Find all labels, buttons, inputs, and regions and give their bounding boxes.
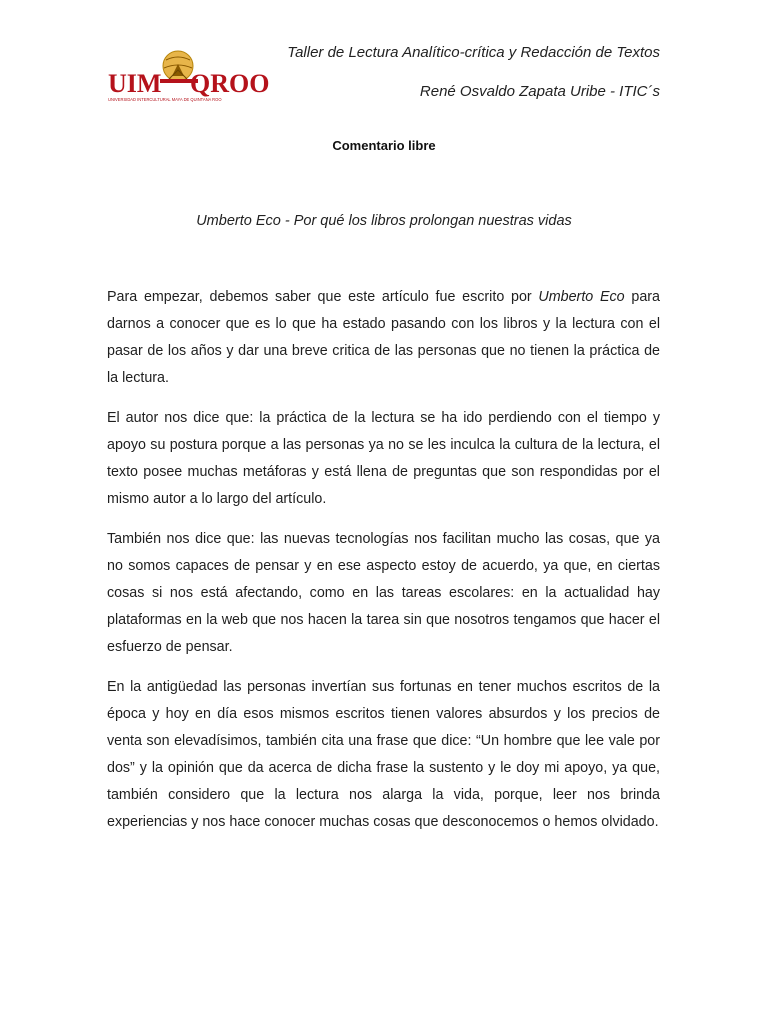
paragraph-2: El autor nos dice que: la práctica de la lectura se ha ido perdiendo con el tiempo y apoyo su postura porque a las personas ya no se les inculca la cultura de la lectura, el texto posee muchas metáforas y está llena de preguntas que son respondidas por el mismo autor a lo largo del artículo. [107, 410, 660, 507]
logo-left-text: UIM [108, 69, 162, 98]
paragraph-1-start: Para empezar, debemos saber que este artículo fue escrito por [107, 289, 539, 305]
paragraph-1-emphasis: Umberto Eco [538, 289, 625, 305]
paragraph-4: En la antigüedad las personas invertían sus fortunas en tener muchos escritos de la época y hoy en día esos mismos escritos tienen valores absurdos y los precios de venta son elevadísimos, también cita una frase que dice: “Un hombre que lee vale por dos” y la opinión que da acerca de dicha frase la sustento y le doy mi apoyo, ya que, también considero que la lectura nos alarga la vida, porque, leer nos brinda experiencias y nos hace conocer muchas cosas que desconocemos o hemos olvidado. [107, 679, 660, 830]
document-title: Comentario libre [332, 138, 436, 153]
course-title: Taller de Lectura Analítico-crítica y Redacción de Textos [287, 44, 660, 61]
paragraph-1 [107, 284, 660, 392]
paragraph-1-end: para darnos a conocer que es lo que ha estado pasando con los libros y la lectura con el pasar de los años y dar una breve critica de las personas que no tienen la práctica de la lectura. [107, 289, 660, 386]
document-body [107, 284, 660, 849]
document-subtitle: Umberto Eco - Por qué los libros prolongan nuestras vidas [196, 213, 572, 229]
uimqroo-logo [106, 46, 270, 108]
logo-graphic [106, 46, 270, 108]
logo-right-text: QROO [190, 69, 270, 98]
author-name: René Osvaldo Zapata Uribe - ITIC´s [419, 83, 660, 100]
logo-tagline: UNIVERSIDAD INTERCULTURAL MAYA DE QUINTANA ROO [108, 97, 222, 102]
paragraph-3: También nos dice que: las nuevas tecnologías nos facilitan mucho las cosas, que ya no somos capaces de pensar y en ese aspecto estoy de acuerdo, ya que, en ciertas cosas si nos está afectando, como en las tareas escolares: en la actualidad hay plataformas en la web que nos hacen la tarea sin que nosotros tengamos que hacer el esfuerzo de pensar. [107, 531, 660, 655]
